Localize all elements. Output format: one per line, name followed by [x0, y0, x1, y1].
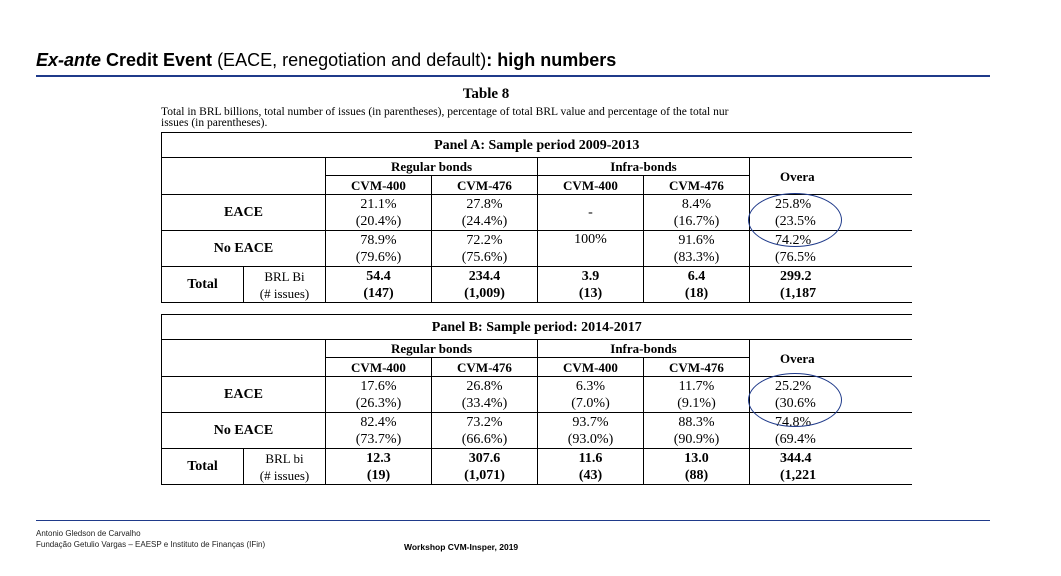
table-value: 299.2 [780, 268, 812, 284]
table-value: (33.4%) [461, 395, 508, 411]
table-value: (1,009) [464, 285, 505, 301]
footer-author-block [36, 528, 265, 550]
table-value: (66.6%) [461, 431, 508, 447]
table-value: 74.8% [775, 414, 812, 430]
table-value: 54.4 [366, 268, 391, 284]
table-cell [432, 231, 538, 267]
panel-a-col-cvm476-reg: CVM-476 [432, 176, 538, 195]
table-unit: (# issues) [259, 467, 310, 483]
table-value: 12.3 [366, 450, 391, 466]
table-value: 8.4% [681, 196, 712, 212]
panel-b-corner [162, 340, 326, 377]
table-cell [644, 267, 750, 303]
table-cell [432, 267, 538, 303]
table-cell [538, 231, 644, 267]
table-cell [750, 267, 912, 303]
table-value: 11.7% [678, 378, 715, 394]
table-value: (19) [366, 467, 391, 483]
panel-b-no-eace-label: No EACE [162, 413, 326, 449]
panel-a-total-label: Total [162, 267, 244, 303]
table-cell [644, 377, 750, 413]
table-description-line1: Total in BRL billions, total number of issues (in parentheses), percentage of total BRL value and percentage of the total nur [161, 106, 729, 118]
table-value: 6.3% [575, 378, 606, 394]
footer-institution: Fundação Getulio Vargas – EAESP e Instituto de Finanças (IFin) [36, 540, 266, 549]
slide-title [36, 50, 616, 71]
table-value: (7.0%) [571, 395, 610, 411]
panel-a-col-cvm400-infra: CVM-400 [538, 176, 644, 195]
table-value: (18) [684, 285, 709, 301]
panel-a-total-unit [244, 267, 326, 303]
table-value: 21.1% [360, 196, 397, 212]
panel-a-eace-label: EACE [162, 195, 326, 231]
table-cell [644, 231, 750, 267]
panel-b-col-cvm476-infra: CVM-476 [644, 358, 750, 377]
table-value: (16.7%) [673, 213, 720, 229]
panel-b-col-cvm400-reg: CVM-400 [326, 358, 432, 377]
table-value: (1,071) [464, 467, 505, 483]
table-description-line2: issues (in parentheses). [161, 117, 268, 129]
table-value: - [588, 205, 593, 220]
panel-b-total-unit [244, 449, 326, 485]
title-rule [36, 75, 990, 77]
table-cell [326, 413, 432, 449]
panel-b-heading: Panel B: Sample period: 2014-2017 [162, 315, 912, 340]
table-cell [432, 195, 538, 231]
table-value: 93.7% [572, 414, 609, 430]
table-value: (24.4%) [461, 213, 508, 229]
table-value: (73.7%) [355, 431, 402, 447]
title-part-credit-event: Credit Event [101, 50, 213, 70]
table-value: (93.0%) [567, 431, 614, 447]
table-value: (79.6%) [355, 249, 402, 265]
table-value: (1,221 [780, 467, 817, 483]
table-cell [326, 449, 432, 485]
table-cell [326, 231, 432, 267]
table-value: 25.2% [775, 378, 812, 394]
table-value: (30.6% [775, 395, 816, 411]
table-cell [750, 449, 912, 485]
table-value: 26.8% [466, 378, 503, 394]
table-value: (26.3%) [355, 395, 402, 411]
table-value: 13.0 [684, 450, 709, 466]
table-value: 91.6% [678, 232, 715, 248]
table-value: 82.4% [360, 414, 397, 430]
table-cell [644, 195, 750, 231]
table-cell [644, 413, 750, 449]
table-value: 88.3% [678, 414, 715, 430]
table-value: 11.6 [578, 450, 603, 466]
table-unit: BRL Bi [264, 268, 305, 284]
panel-b-total-label: Total [162, 449, 244, 485]
panel-a-corner [162, 158, 326, 195]
panel-b-regular-header: Regular bonds [326, 340, 538, 358]
panel-b-eace-label: EACE [162, 377, 326, 413]
panel-a-regular-header: Regular bonds [326, 158, 538, 176]
table-value: (88) [684, 467, 709, 483]
footer-event: Workshop CVM-Insper, 2019 [404, 542, 519, 552]
table-cell [538, 267, 644, 303]
table-caption: Table 8 [462, 86, 510, 102]
table-value: (43) [578, 467, 603, 483]
title-part-exante: Ex-ante [36, 50, 102, 70]
table-value: 234.4 [468, 268, 501, 284]
table-value: (13) [578, 285, 603, 301]
table-value: 307.6 [468, 450, 501, 466]
table-value: 25.8% [775, 196, 812, 212]
table-cell [326, 195, 432, 231]
table-value: 72.2% [466, 232, 503, 248]
table-value: 17.6% [360, 378, 397, 394]
panel-b-col-cvm400-infra: CVM-400 [538, 358, 644, 377]
table-8 [161, 86, 817, 496]
highlight-circle-panel-a [748, 193, 842, 247]
table-cell [538, 413, 644, 449]
table-unit: BRL bi [265, 450, 304, 466]
panel-b-overall-header: Overa [750, 340, 912, 377]
panel-a-col-cvm476-infra: CVM-476 [644, 176, 750, 195]
table-value: 73.2% [466, 414, 503, 430]
panel-a-col-cvm400-reg: CVM-400 [326, 176, 432, 195]
table-description [161, 107, 1061, 129]
highlight-circle-panel-b [748, 373, 842, 427]
table-cell [326, 267, 432, 303]
table-value: (83.3%) [673, 249, 720, 265]
table-value: 6.4 [687, 268, 706, 284]
table-cell [326, 377, 432, 413]
table-value: 27.8% [466, 196, 503, 212]
panel-a-no-eace-label: No EACE [162, 231, 326, 267]
footer-rule [36, 520, 990, 521]
table-value: (20.4%) [355, 213, 402, 229]
table-cell [538, 195, 644, 231]
title-part-high-numbers: : high numbers [486, 50, 617, 70]
panel-a-infra-header: Infra-bonds [538, 158, 750, 176]
table-value: 74.2% [775, 232, 812, 248]
table-value: (69.4% [775, 431, 816, 447]
table-cell [432, 377, 538, 413]
table-value: (23.5% [775, 213, 816, 229]
panel-b-col-cvm476-reg: CVM-476 [432, 358, 538, 377]
footer-author: Antonio Gledson de Carvalho [36, 529, 141, 538]
table-cell [432, 413, 538, 449]
table-value: 78.9% [360, 232, 397, 248]
table-value: (76.5% [775, 249, 816, 265]
table-value: (9.1%) [677, 395, 716, 411]
table-value: (147) [363, 285, 394, 301]
table-cell [538, 449, 644, 485]
table-cell [644, 449, 750, 485]
table-unit: (# issues) [259, 285, 310, 301]
table-cell [432, 449, 538, 485]
table-value: 3.9 [581, 268, 600, 284]
panel-b-infra-header: Infra-bonds [538, 340, 750, 358]
panel-a-heading: Panel A: Sample period 2009-2013 [162, 133, 912, 158]
table-cell [538, 377, 644, 413]
table-value: 344.4 [780, 450, 812, 466]
table-value: (75.6%) [461, 249, 508, 265]
table-value: (1,187 [780, 285, 817, 301]
panel-a-overall-header: Overa [750, 158, 912, 195]
title-part-parenthetical: (EACE, renegotiation and default) [212, 50, 487, 70]
table-value: (90.9%) [673, 431, 720, 447]
table-value: 100% [574, 232, 607, 247]
